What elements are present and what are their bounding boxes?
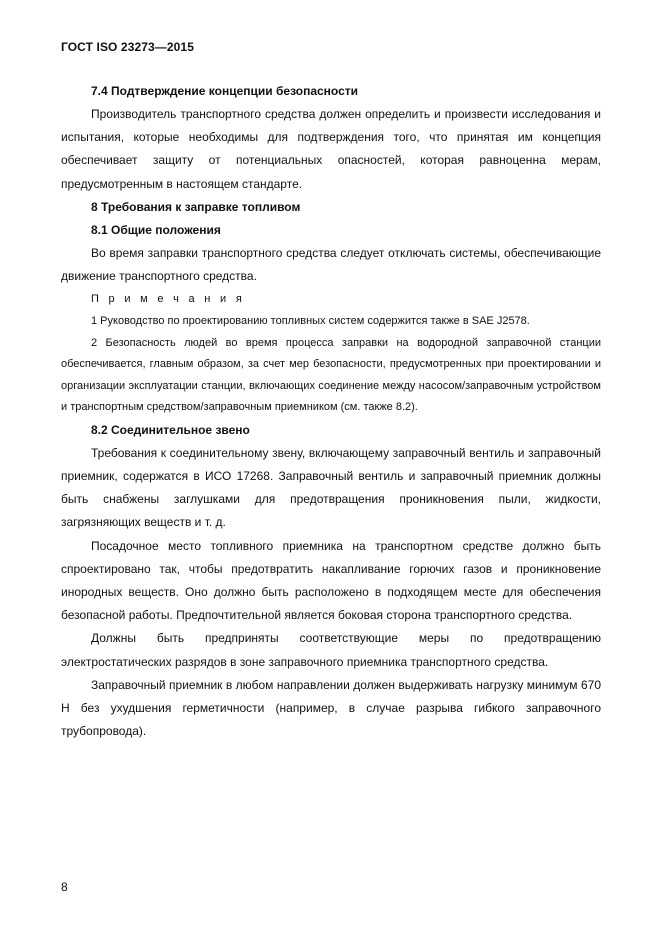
section-8-1-paragraph: Во время заправки транспортного средства следует отключать системы, обеспечивающие движение транспортного средства. [61, 245, 601, 284]
section-8-2-heading: 8.2 Соединительное звено [91, 422, 250, 437]
section-8-heading: 8 Требования к заправке топливом [91, 199, 301, 214]
page-number: 8 [61, 880, 68, 894]
section-8-2-paragraph-3: Должны быть предприняты соответствующие меры по предотвращению электростатических разрядов в зоне заправочного приемника транспортного средства. [61, 631, 601, 669]
section-7-4-heading: 7.4 Подтверждение концепции безопасности [91, 84, 359, 98]
section-8-2-paragraph-2: Посадочное место топливного приемника на транспортном средстве должно быть спроектировано так, чтобы предотвратить накапливание горючих газов и проникновение инородных веществ. Оно должно быть расположено в подходящем месте для обеспечения безопасной работы. Предпочтительной является боковая сторона транспортного средства. [61, 538, 601, 623]
section-8-2-paragraph-4: Заправочный приемник в любом направлении должен выдерживать нагрузку минимум 670 Н без ухудшения герметичности (например, в случае разрыва гибкого заправочного трубопровода). [61, 677, 601, 739]
section-7-4-paragraph: Производитель транспортного средства должен определить и произвести исследования и испытания, которые необходимы для подтверждения того, что принятая им концепция обеспечивает защиту от потенциальных опасностей, которая равноценна мерам, предусмотренным в настоящем стандарте. [61, 107, 601, 191]
note-1: 1 Руководство по проектированию топливных систем содержится также в SAE J2578. [91, 315, 530, 328]
section-8-2-paragraph-1: Требования к соединительному звену, включающему заправочный вентиль и заправочный приемник, содержатся в ИСО 17268. Заправочный вентиль и заправочный приемник должны быть снабжены заглушками для предотвращения проникновения пыли, жидкости, загрязняющих веществ и т. д. [61, 445, 601, 530]
section-8-1-heading: 8.1 Общие положения [91, 222, 221, 237]
notes-title: П р и м е ч а н и я [91, 293, 246, 306]
note-2: 2 Безопасность людей во время процесса заправки на водородной заправочной станции обеспечивается, главным образом, за счет мер безопасности, предусмотренных при проектировании и организации эксплуатации станции, включающих соединение между насосом/заправочным устройством и транспортным средством/заправочным приемником (см. также 8.2). [61, 336, 601, 414]
document-header: ГОСТ ISO 23273—2015 [61, 40, 194, 54]
document-body [61, 80, 601, 743]
